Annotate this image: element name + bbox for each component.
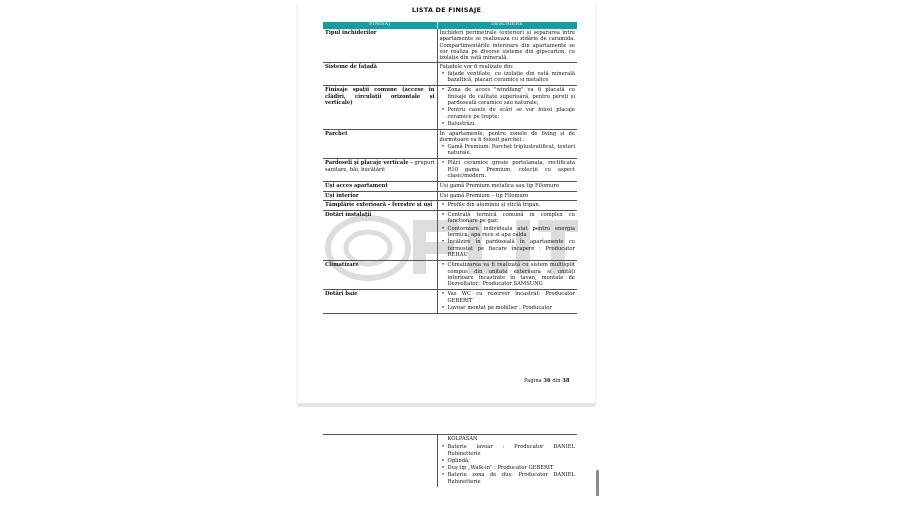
finish-name-cell bbox=[323, 191, 437, 200]
finish-name-cell bbox=[323, 290, 437, 314]
vertical-scrollbar[interactable] bbox=[596, 470, 599, 496]
finish-description-cell bbox=[437, 86, 577, 130]
finish-name: Tipul închiderilor bbox=[325, 30, 377, 36]
table-header-row bbox=[323, 22, 577, 29]
list-item: • fațade ventilate, cu izolație din vată minerală bazaltică, placari ceramice si metalice bbox=[448, 71, 576, 84]
bullet-list bbox=[440, 160, 576, 179]
list-item: • Plăci ceramice gresie portelanata, rectificata R10 gama Premium, colecții cu aspect clasic/modern. bbox=[448, 160, 576, 179]
table-row bbox=[323, 211, 577, 261]
finish-name: Dotări instalații bbox=[325, 212, 372, 219]
finish-name-cell bbox=[323, 159, 437, 182]
document-page-36 bbox=[298, 0, 595, 404]
finish-name: Finisaje spații comune (accese în clădiri, circulații orizontale și verticale) bbox=[325, 87, 435, 106]
finish-name-cell bbox=[323, 182, 437, 191]
finish-description-cell bbox=[437, 191, 577, 200]
finish-description: Închideri perimetrale (exterior) și separarea între apartamente se realizeaza cu zidărie de caramida. Compartimentările interioare din apartamente se vor realiza pe diverse sisteme din gipscarton, cu izolație din vată minerală. bbox=[439, 30, 575, 62]
list-item: • Climatizarea va fi realizată cu sistem multisplit compus din unitate exterioara si unități interioare încastrate în tavan, montate de Dezvoltator.: Producator SAMSUNG bbox=[448, 262, 576, 287]
finish-name-cell bbox=[323, 211, 437, 261]
header-descriere: DESCRIERE bbox=[437, 22, 577, 29]
page-number: Pagina 36 din 38 bbox=[524, 378, 570, 384]
finish-description-cell bbox=[437, 261, 577, 290]
finish-description-cell bbox=[437, 200, 577, 210]
list-item: • Zona de acces "windfang" va fi placată cu finisaje de calitate superioară, pentru pereți și pardoseală ceramice sau naturale; bbox=[448, 87, 576, 106]
bullet-list bbox=[440, 71, 576, 84]
list-item: • Oglindă; bbox=[448, 458, 576, 464]
list-item: • Vas WC cu rezervor încastrat: Producator GEBERIT bbox=[448, 291, 576, 304]
table-row bbox=[323, 63, 577, 86]
document-page-37 bbox=[298, 407, 595, 506]
finish-name-cell bbox=[323, 200, 437, 210]
list-item: • Pentru casele de scări se vor folosi placaje ceramice pe trepte; bbox=[448, 107, 576, 120]
finish-name: Climatizare bbox=[325, 262, 359, 269]
finish-description-cell bbox=[437, 182, 577, 191]
finish-description: Fațadele vor fi realizate din: bbox=[439, 64, 514, 71]
continued-text: KOLPASAN bbox=[447, 436, 478, 442]
finish-name-cell bbox=[323, 29, 437, 63]
list-item: • Profile din aluminiu și sticlă tripan. bbox=[448, 202, 576, 208]
table-row bbox=[323, 435, 577, 488]
finish-name: Tâmplărie exterioară – ferestre și uși bbox=[325, 201, 433, 208]
finish-description-cell bbox=[437, 63, 577, 86]
list-item: • Contorizare individuala atat pentru energia termica, apa rece si apa calda bbox=[448, 226, 576, 239]
finishes-table-continued bbox=[323, 434, 577, 487]
list-item: • Baterie lavoar : Producator DANIEL Rubinetterie bbox=[448, 444, 576, 457]
table-row bbox=[323, 261, 577, 290]
table-row bbox=[323, 200, 577, 210]
bullet-list bbox=[440, 87, 576, 127]
finish-name-cell bbox=[323, 261, 437, 290]
finish-name: Pardoseli și placaje verticale - bbox=[325, 160, 413, 167]
finish-name: Uși interior bbox=[325, 192, 359, 199]
finish-name-cell bbox=[323, 86, 437, 130]
bullet-list bbox=[440, 291, 576, 311]
finish-name: Sisteme de fațadă bbox=[325, 64, 378, 71]
finish-name-cell bbox=[323, 130, 437, 159]
finish-description-cell bbox=[437, 130, 577, 159]
list-item: • Gamă Premium: Parchet triplustratificat, texturi naturale. bbox=[448, 144, 576, 157]
finish-name-cell bbox=[323, 435, 437, 488]
bullet-list bbox=[440, 444, 576, 485]
finish-description-cell bbox=[437, 211, 577, 261]
table-row bbox=[323, 130, 577, 159]
list-item: • Centrală termică comună in complex cu functionare pe gaz; bbox=[448, 212, 576, 225]
finish-description-cell bbox=[437, 290, 577, 314]
list-item: • Duș tip „Walk-in" : Producator GEBERIT bbox=[448, 465, 576, 471]
bullet-list bbox=[440, 212, 576, 258]
finish-description: Uși gamă Premium metalica sau tip Filomuro bbox=[439, 183, 559, 190]
finish-name-detail: grupuri sanitare, băi, bucătării bbox=[325, 160, 435, 173]
document-title: LISTA DE FINISAJE bbox=[411, 6, 482, 14]
finish-description: Uși gamă Premium – tip Filomuro bbox=[439, 192, 529, 199]
table-row bbox=[323, 29, 577, 63]
finish-description: În apartamente, pentru zonele de living și de dormitoare va fi folosit parchet : bbox=[439, 131, 575, 144]
finish-description-cell bbox=[437, 29, 577, 63]
table-row bbox=[323, 159, 577, 182]
table-row bbox=[323, 86, 577, 130]
finish-name: Uși acces apartament bbox=[325, 183, 388, 190]
list-item: • Încălzire în pardoseală în apartamente cu termostat pe fiecare încapere : Producator REHAU bbox=[448, 239, 576, 258]
bullet-list bbox=[440, 262, 576, 287]
table-row bbox=[323, 182, 577, 191]
table-row bbox=[323, 191, 577, 200]
bullet-list bbox=[440, 144, 576, 157]
finish-name-cell bbox=[323, 63, 437, 86]
table-row bbox=[323, 290, 577, 314]
list-item: • Balustrăzi. bbox=[448, 121, 576, 127]
list-item: • Lavoar montat pe mobilier : Producator bbox=[448, 305, 576, 311]
bullet-list bbox=[440, 202, 576, 208]
finish-description-cell bbox=[437, 435, 577, 488]
header-finisaj: FINISAJ bbox=[323, 22, 437, 29]
finish-description-cell bbox=[437, 159, 577, 182]
finish-name: Dotări baie bbox=[325, 291, 358, 298]
list-item: • Baterie zona de duș: Producator DANIEL Rubinetterie bbox=[448, 472, 576, 485]
finishes-table bbox=[323, 22, 578, 314]
finish-name: Parchet bbox=[325, 131, 348, 138]
